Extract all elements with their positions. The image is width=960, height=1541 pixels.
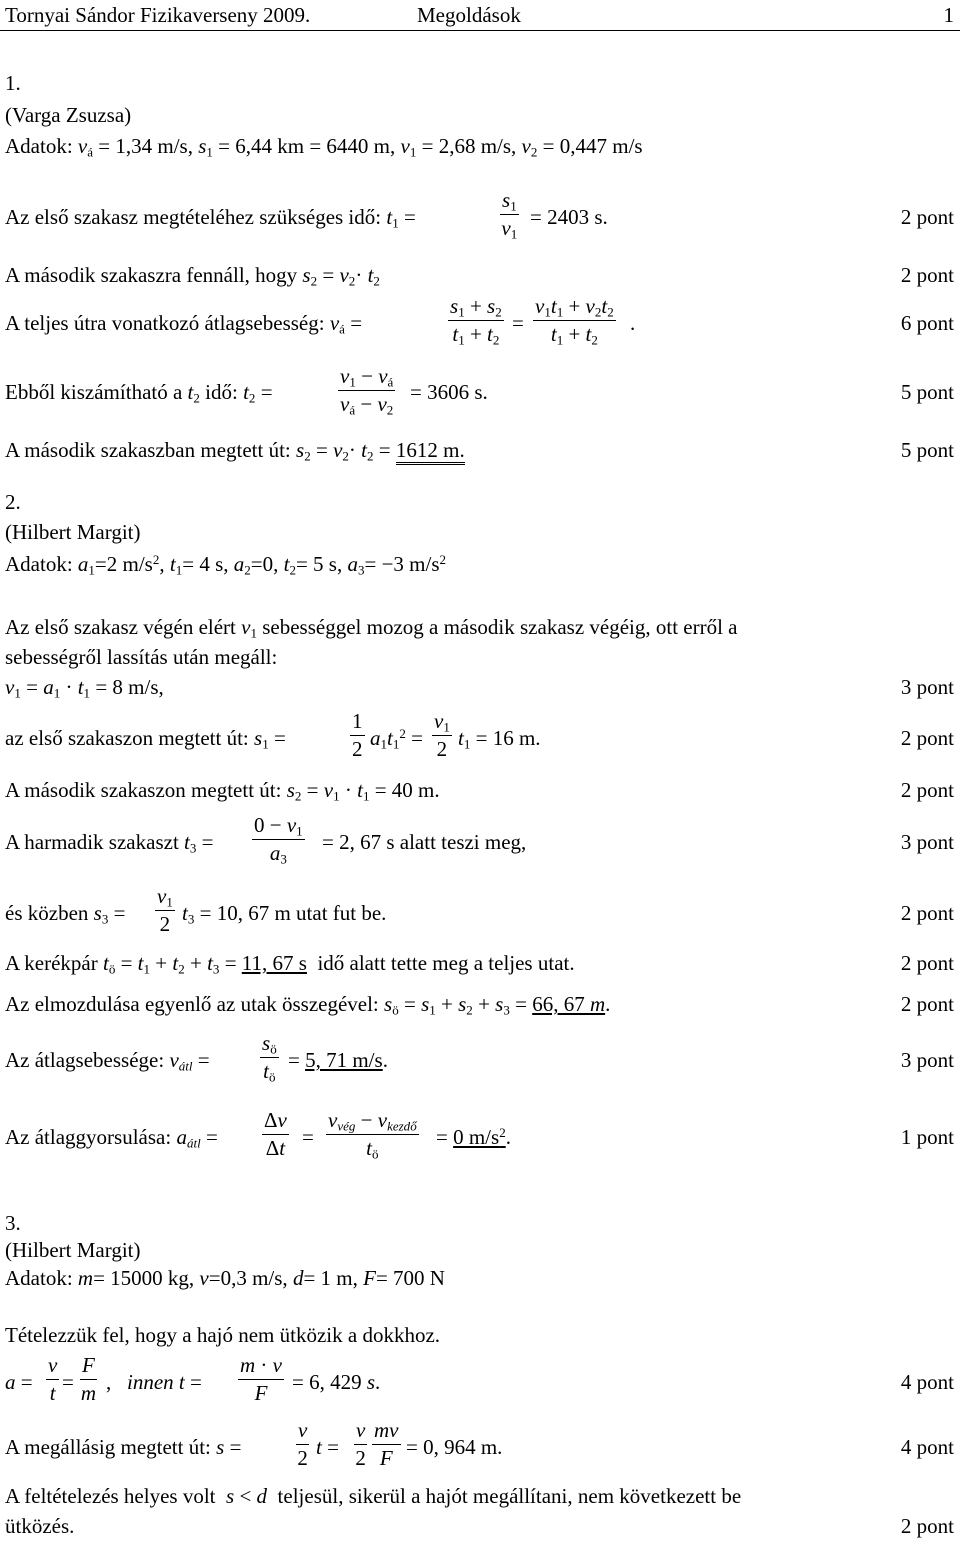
problem-2-line-5: és közben $s_3$ = [5, 901, 126, 927]
points: 2 pont [900, 992, 954, 1016]
problem-2-author: (Hilbert Margit) [5, 520, 141, 544]
points: 2 pont [900, 901, 954, 925]
problem-2-line-2-result: $t_1 = 16$ m. [458, 726, 541, 752]
problem-3-line-3: A feltételezés helyes volt s < d teljesül, sikerül a hajót megállítani, nem következett be [5, 1484, 742, 1508]
points: 2 pont [900, 951, 954, 975]
header-rule [0, 30, 960, 31]
problem-2-line-8-result: = 5, 71 m/s. [288, 1048, 388, 1072]
problem-2-number: 2. [5, 490, 21, 514]
problem-2-line-9-result: = 0 $m/s^2$. [436, 1124, 511, 1149]
problem-1-line-1: Az első szakasz megtételéhez szükséges idő: $t_1$ = [5, 205, 416, 231]
fraction-t2: $\frac{v_1 - v_á}{v_á - v_2}$ [340, 364, 394, 418]
innen: , innen t = [106, 1370, 202, 1394]
problem-2-intro-cont: sebességről lassítás után megáll: [5, 645, 278, 669]
problem-2-data: Adatok: $a_1=2$ $m/s^2$, $t_1= 4$ s, $a_2=0$, $t_2= 5$ s, $a_3= -3$ $m/s^2$ [5, 551, 447, 578]
points: 1 pont [900, 1125, 954, 1149]
eq: = [512, 311, 524, 335]
period: . [630, 311, 636, 335]
eq: = [62, 1370, 74, 1394]
fraction-avg-speed: $\frac{s_ö}{t_ö}$ [262, 1031, 277, 1085]
problem-2-line-1: $v_1 = a_1 \cdot t_1 = 8$ m/s, [5, 675, 164, 701]
points: 4 pont [900, 1435, 954, 1459]
points: 5 pont [900, 438, 954, 462]
fraction-dv-dt: $\frac{\Delta v}{\Delta t}$ [264, 1108, 287, 1160]
problem-3-line-2: A megállásig megtett út: s = [5, 1435, 242, 1459]
fraction-s1-v1: $\frac{s_1}{v_1}$ [501, 188, 518, 242]
problem-3-line-1-result: = 6, 429 s. [292, 1370, 381, 1394]
problem-2-line-9: Az átlaggyorsulása: $a_{átl}$ = [5, 1125, 218, 1151]
problem-2-line-2: az első szakaszon megtett út: $s_1$ = [5, 726, 286, 752]
points: 2 pont [900, 726, 954, 750]
problem-2-intro: Az első szakasz végén elért $v_1$ sebességgel mozog a második szakasz végéig, ott erről a [5, 615, 738, 641]
points: 2 pont [900, 778, 954, 802]
problem-3-line-2-result: = 0, 964 m. [406, 1435, 503, 1459]
points: 4 pont [900, 1370, 954, 1394]
problem-1-line-4-result: = 3606 s. [410, 380, 488, 404]
problem-2-line-4-result: = 2, 67 s alatt teszi meg, [322, 830, 527, 854]
problem-1-line-3: A teljes útra vonatkozó átlagsebesség: $v_á$ = [5, 311, 363, 337]
points: 3 pont [900, 830, 954, 854]
a1t1sq: $a_1t_1^2$ = [370, 725, 423, 752]
problem-2-line-7: Az elmozdulása egyenlő az utak összegével: $s_ö = s_1 + s_2 + s_3 = 66$, 67 m. [5, 992, 611, 1018]
problem-2-line-5-result: $t_3 = 10$, 67 m utat fut be. [182, 901, 387, 927]
points: 3 pont [900, 675, 954, 699]
problem-3-line-1: a = [5, 1370, 33, 1394]
fraction-vveg-vkezdo: $v_{vég} - v_{kezdő}$ $t_ö$ [328, 1108, 417, 1162]
fraction-v1-2: $\frac{v_1}{2}$ [434, 709, 450, 761]
problem-1-data: Adatok: $v_á = 1,34$ m/s, $s_1 = 6,44$ km = 6440 m, $v_1 = 2,68$ m/s, $v_2 = 0,447$ m/s [5, 134, 643, 160]
eq: = [302, 1125, 314, 1149]
problem-1-line-5: A második szakaszban megtett út: $s_2 = v_2\cdot t_2 = 1612$ m. [5, 438, 465, 464]
fraction-half: $\frac{1}{2}$ [352, 709, 363, 761]
problem-1-author: (Varga Zsuzsa) [5, 103, 132, 127]
t-eq: t = [316, 1435, 339, 1459]
problem-3-number: 3. [5, 1211, 21, 1235]
points: 2 pont [900, 263, 954, 287]
problem-2-line-4: A harmadik szakaszt $t_3$ = [5, 830, 214, 856]
header-subtitle: Megoldások [417, 3, 521, 27]
fraction-t3: $\frac{0 - v_1}{a_3}$ [254, 813, 303, 867]
page-number: 1 [943, 3, 954, 27]
problem-1-line-1-result: = 2403 s. [530, 205, 608, 229]
fraction-F-m: $\frac{F}{m}$ [80, 1353, 96, 1405]
points: 5 pont [900, 380, 954, 404]
problem-3-intro: Tételezzük fel, hogy a hajó nem ütközik a dokkhoz. [5, 1323, 441, 1347]
problem-3-data: Adatok: m= 15000 kg, v=0,3 m/s, d= 1 m, F= 700 N [5, 1266, 445, 1290]
fraction-v1-2b: $\frac{v_1}{2}$ [157, 884, 173, 936]
fraction-mv-F: $\frac{m \cdot v}{F}$ [240, 1353, 282, 1405]
fraction-mv-F-b: $\frac{mv}{F}$ [374, 1418, 399, 1470]
points: 2 pont [900, 205, 954, 229]
fraction-avg-speed-1: $\frac{s_1 + s_2}{t_1 + t_2}$ [450, 294, 502, 348]
points: 3 pont [900, 1048, 954, 1072]
problem-1-number: 1. [5, 71, 21, 95]
points: 2 pont [900, 1514, 954, 1538]
fraction-avg-speed-2: $\frac{v_1t_1 + v_2t_2}{t_1 + t_2}$ [535, 294, 614, 348]
points: 6 pont [900, 311, 954, 335]
problem-3-line-3-cont: ütközés. [5, 1514, 75, 1538]
problem-1-line-2: A második szakaszra fennáll, hogy $s_2 = v_2\cdot t_2$ [5, 263, 380, 289]
problem-2-line-3: A második szakaszon megtett út: $s_2 = v_1 \cdot t_1 = 40$ m. [5, 778, 440, 804]
problem-2-line-8: Az átlagsebessége: $v_{átl}$ = [5, 1048, 210, 1074]
fraction-v-2b: $\frac{v}{2}$ [355, 1418, 366, 1470]
problem-3-author: (Hilbert Margit) [5, 1238, 141, 1262]
fraction-v-t: $\frac{v}{t}$ [48, 1353, 58, 1405]
problem-1-line-4: Ebből kiszámítható a $t_2$ idő: $t_2$ = [5, 380, 273, 406]
header-title: Tornyai Sándor Fizikaverseny 2009. [5, 3, 311, 27]
fraction-v-2: $\frac{v}{2}$ [297, 1418, 308, 1470]
problem-2-line-6: A kerékpár $t_ö = t_1 + t_2 + t_3 = 11$, 67 s idő alatt tette meg a teljes utat. [5, 951, 575, 977]
